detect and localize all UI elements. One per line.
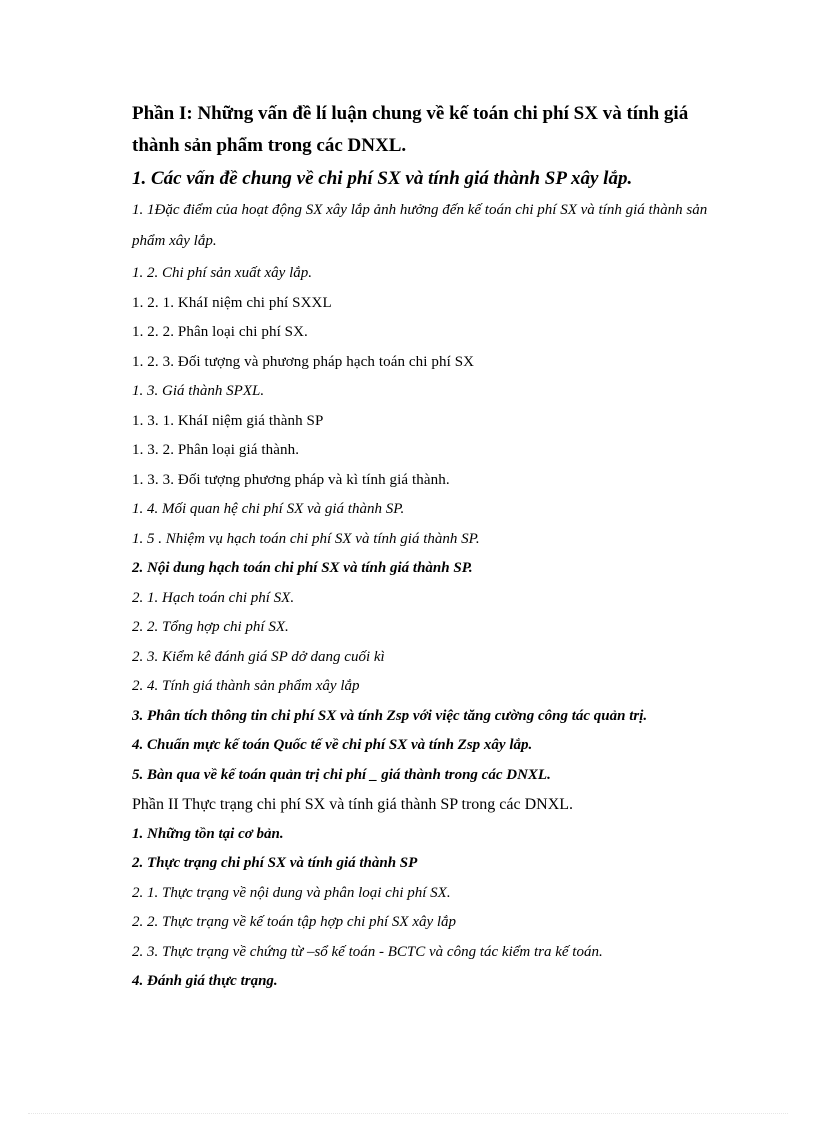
section-5-heading: 5. Bàn qua về kế toán quản trị chi phí _ giá thành trong các DNXL. xyxy=(132,766,551,783)
subsection-2-2: 2. 2. Tổng hợp chi phí SX. xyxy=(132,619,289,635)
part2-section-4-heading: 4. Đánh giá thực trạng. xyxy=(132,973,278,989)
part2-title: Phần II Thực trạng chi phí SX và tính giá thành SP trong các DNXL. xyxy=(132,796,574,813)
subsection-2-3: 2. 3. Kiểm kê đánh giá SP dở dang cuối kì xyxy=(132,648,385,665)
section-1-heading: 1. Các vấn đề chung về chi phí SX và tính giá thành SP xây lắp. xyxy=(132,168,633,189)
subsection-1-4: 1. 4. Mối quan hệ chi phí SX và giá thành SP. xyxy=(132,501,405,517)
item-1-3-2: 1. 3. 2. Phân loại giá thành. xyxy=(132,442,300,458)
part2-section-2-heading: 2. Thực trạng chi phí SX và tính giá thành SP xyxy=(132,855,418,871)
part1-title: Phần I: Những vấn đề lí luận chung về kế toán chi phí SX và tính giá thành sản phẩm trong các DNXL. xyxy=(132,103,689,156)
page-bottom-rule xyxy=(28,1113,788,1114)
document-content xyxy=(132,98,742,997)
section-3-heading: 3. Phân tích thông tin chi phí SX và tính Zsp với việc tăng cường công tác quản trị. xyxy=(132,707,648,724)
item-1-3-3: 1. 3. 3. Đối tượng phương pháp và kì tính giá thành. xyxy=(132,471,450,488)
part2-subsection-2-2: 2. 2. Thực trạng về kế toán tập hợp chi phí SX xây lắp xyxy=(132,914,457,930)
part2-subsection-2-1: 2. 1. Thực trạng về nội dung và phân loại chi phí SX. xyxy=(132,884,451,901)
subsection-1-5: 1. 5 . Nhiệm vụ hạch toán chi phí SX và tính giá thành SP. xyxy=(132,530,480,547)
part2-section-1-heading: 1. Những tồn tại cơ bản. xyxy=(132,825,284,842)
subsection-2-1: 2. 1. Hạch toán chi phí SX. xyxy=(132,589,295,606)
item-1-2-3: 1. 2. 3. Đối tượng và phương pháp hạch toán chi phí SX xyxy=(132,353,475,370)
item-1-2-1: 1. 2. 1. KháI niệm chi phí SXXL xyxy=(132,294,332,311)
item-1-3-1: 1. 3. 1. KháI niệm giá thành SP xyxy=(132,412,324,429)
subsection-2-4: 2. 4. Tính giá thành sản phẩm xây lắp xyxy=(132,678,360,694)
part2-subsection-2-3: 2. 3. Thực trạng về chứng từ –sổ kế toán - BCTC và công tác kiểm tra kế toán. xyxy=(132,943,603,960)
subsection-1-1: 1. 1Đặc điểm của hoạt động SX xây lắp ảnh hưởng đến kế toán chi phí SX và tính giá thành sản phẩm xây lắp. xyxy=(132,202,708,249)
item-1-2-2: 1. 2. 2. Phân loại chi phí SX. xyxy=(132,324,308,340)
section-2-heading: 2. Nội dung hạch toán chi phí SX và tính giá thành SP. xyxy=(132,560,473,576)
section-4-heading: 4. Chuẩn mực kế toán Quốc tế về chi phí SX và tính Zsp xây lắp. xyxy=(132,737,533,753)
subsection-1-2: 1. 2. Chi phí sản xuất xây lắp. xyxy=(132,265,312,281)
subsection-1-3: 1. 3. Giá thành SPXL. xyxy=(132,383,265,399)
